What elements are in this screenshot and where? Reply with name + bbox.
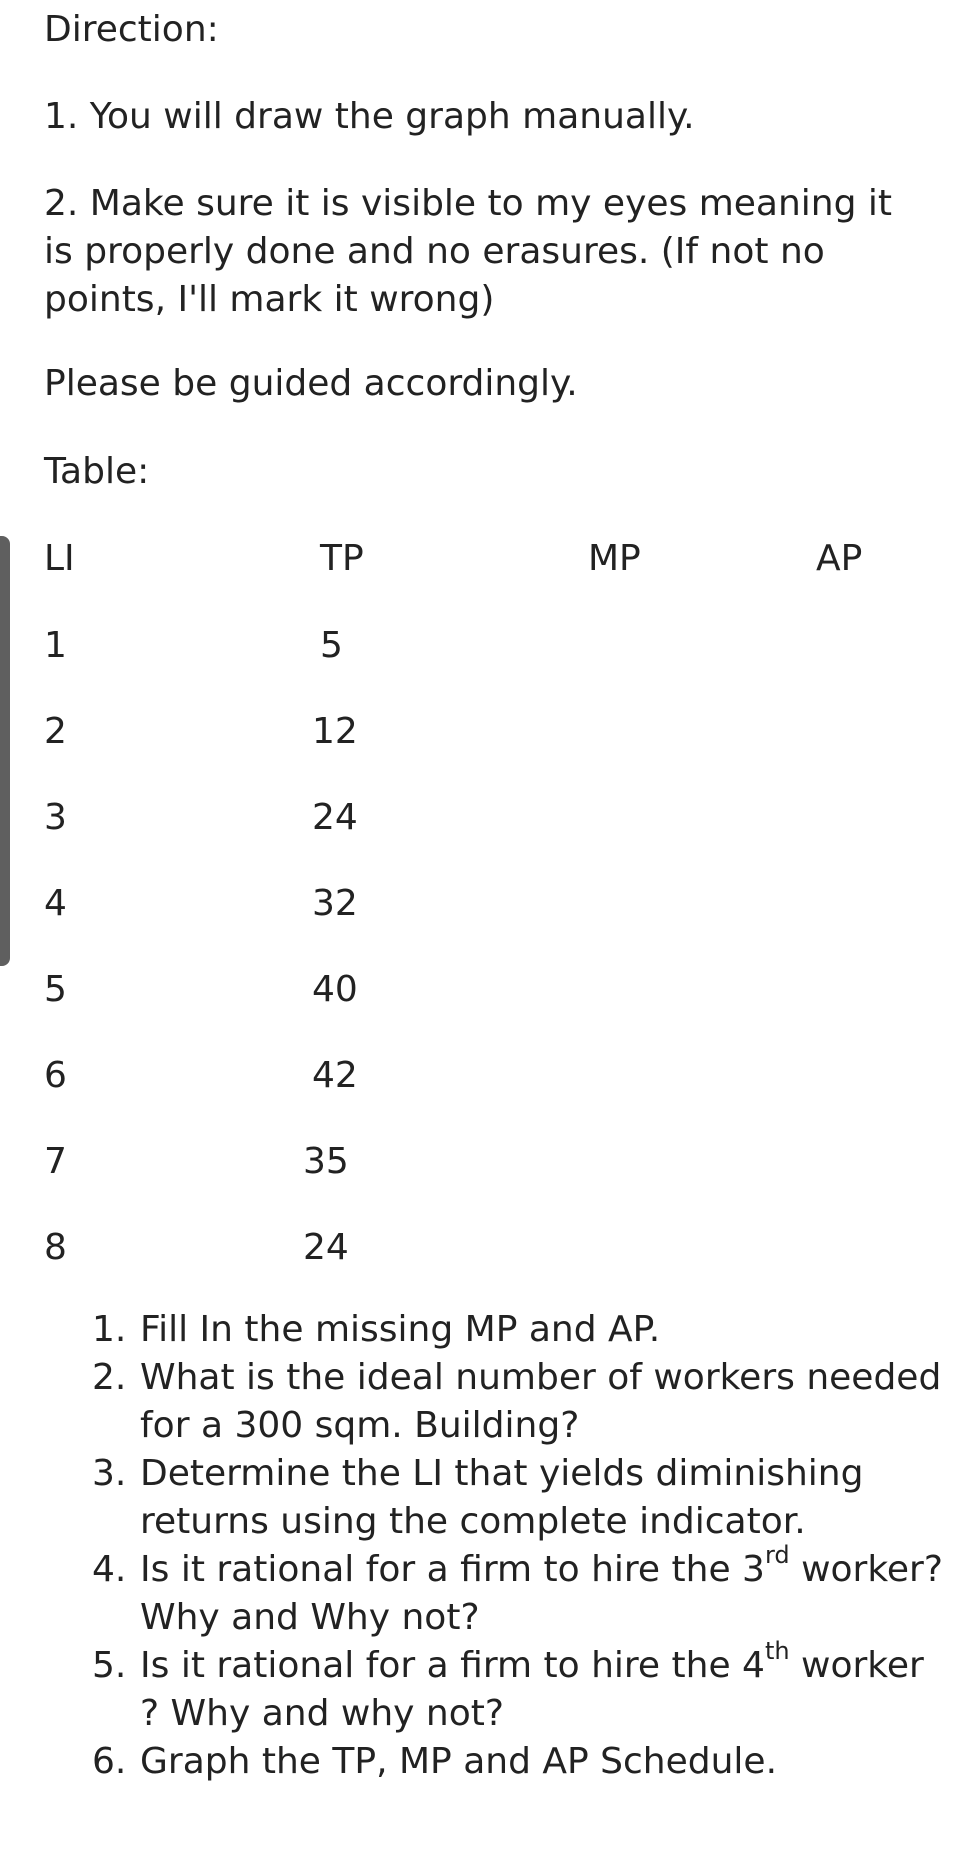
question-number: 2. [92, 1357, 127, 1398]
question-number: 5. [92, 1645, 127, 1686]
direction-heading: Direction: [44, 9, 219, 50]
table-cell-li: 4 [44, 883, 67, 924]
table-cell-li: 8 [44, 1227, 67, 1268]
scroll-indicator[interactable] [0, 536, 10, 966]
table-cell-li: 1 [44, 625, 67, 666]
question-text-part: worker ? Why and why not? [140, 1645, 924, 1734]
table-cell-tp: 5 [320, 625, 343, 666]
question-text: Graph the TP, MP and AP Schedule. [140, 1741, 778, 1782]
question-text: Determine the LI that yields diminishing returns using the complete indicator. [140, 1453, 864, 1542]
question-item [92, 1306, 952, 1354]
question-number: 1. [92, 1309, 127, 1350]
table-cell-tp: 32 [312, 883, 358, 924]
table-cell-li: 5 [44, 969, 67, 1010]
table-header-tp: TP [320, 538, 364, 579]
question-number: 6. [92, 1741, 127, 1782]
table-cell-li: 7 [44, 1141, 67, 1182]
ordinal-suffix: th [764, 1637, 790, 1665]
question-list [92, 1306, 952, 1786]
question-text: What is the ideal number of workers needed for a 300 sqm. Building? [140, 1357, 942, 1446]
question-text-part: Is it rational for a firm to hire the 4 [140, 1645, 765, 1686]
ordinal-suffix: rd [764, 1541, 790, 1569]
question-item [92, 1541, 952, 1642]
table-cell-tp: 24 [312, 797, 358, 838]
table-cell-tp: 35 [303, 1141, 349, 1182]
table-header-ap: AP [816, 538, 863, 579]
question-item [92, 1354, 952, 1450]
table-cell-tp: 24 [303, 1227, 349, 1268]
direction-item-2: 2. Make sure it is visible to my eyes meaning it is properly done and no erasures. (If not no points, I'll mark it wrong) [44, 183, 893, 320]
table-cell-li: 2 [44, 711, 67, 752]
table-cell-li: 6 [44, 1055, 67, 1096]
guided-text: Please be guided accordingly. [44, 363, 578, 404]
question-number: 3. [92, 1453, 127, 1494]
question-number: 4. [92, 1549, 127, 1590]
direction-item-1: 1. You will draw the graph manually. [44, 96, 695, 137]
table-label: Table: [44, 451, 150, 492]
table-cell-tp: 12 [312, 711, 358, 752]
table-cell-li: 3 [44, 797, 67, 838]
table-cell-tp: 40 [312, 969, 358, 1010]
question-text-part: worker? Why and Why not? [140, 1549, 943, 1638]
question-item [92, 1738, 952, 1786]
question-text-part: Is it rational for a firm to hire the 3 [140, 1549, 765, 1590]
question-item [92, 1450, 952, 1546]
table-cell-tp: 42 [312, 1055, 358, 1096]
table-header-li: LI [44, 538, 75, 579]
question-text: Fill In the missing MP and AP. [140, 1309, 661, 1350]
table-header-mp: MP [588, 538, 641, 579]
question-item [92, 1637, 952, 1738]
